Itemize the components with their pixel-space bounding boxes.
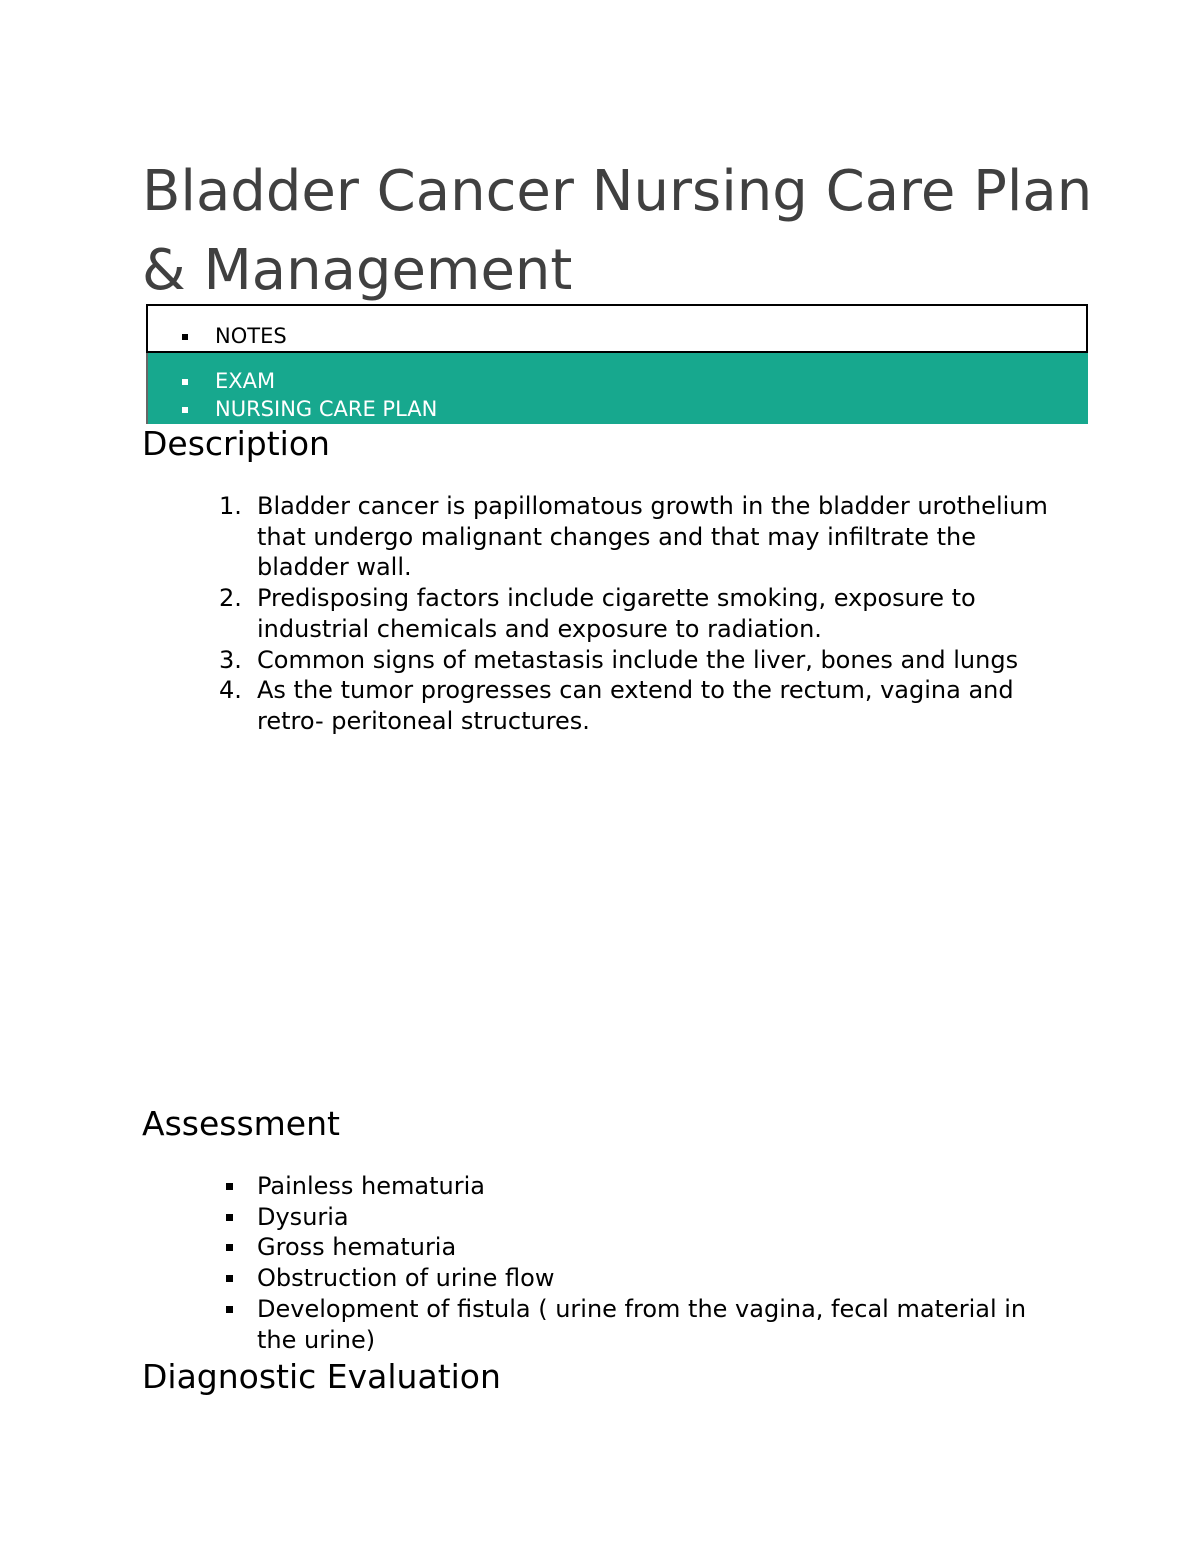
list-item-text: Predisposing factors include cigarette smoking, exposure to industrial chemicals and exposure to radiation. — [257, 584, 976, 643]
assessment-list — [257, 1171, 1037, 1355]
nav-list-primary — [178, 322, 287, 350]
nav-highlight-row — [146, 353, 1088, 424]
nav-notes-row — [146, 304, 1088, 353]
description-heading: Description — [142, 424, 330, 463]
list-item: Gross hematuria — [257, 1232, 1037, 1263]
list-number: 4. — [219, 676, 242, 705]
list-item — [219, 583, 1057, 644]
description-list — [219, 491, 1057, 737]
list-item: Painless hematuria — [257, 1171, 1037, 1202]
page-title: Bladder Cancer Nursing Care Plan & Management — [142, 159, 1093, 303]
list-number: 2. — [219, 584, 242, 613]
list-number: 1. — [219, 492, 242, 520]
list-item: Development of fistula ( urine from the vagina, fecal material in the urine) — [257, 1294, 1037, 1355]
navigation-menu — [146, 304, 1088, 424]
nav-item-nursing-care-plan[interactable]: NURSING CARE PLAN — [178, 395, 437, 423]
list-number: 3. — [219, 645, 242, 674]
list-item: Dysuria — [257, 1202, 1037, 1233]
assessment-heading: Assessment — [142, 1104, 340, 1143]
list-item — [219, 645, 1057, 676]
list-item — [219, 491, 1057, 583]
list-item-text: Bladder cancer is papillomatous growth in the bladder urothelium that undergo malignant changes and that may infiltrate the bladder wall. — [257, 492, 1048, 582]
nav-item-notes[interactable]: NOTES — [178, 322, 287, 350]
diagnostic-evaluation-heading: Diagnostic Evaluation — [142, 1357, 501, 1396]
nav-list-secondary — [178, 367, 437, 423]
list-item — [219, 675, 1057, 736]
list-item-text: Common signs of metastasis include the liver, bones and lungs — [257, 645, 1019, 674]
list-item: Obstruction of urine flow — [257, 1263, 1037, 1294]
nav-item-exam[interactable]: EXAM — [178, 367, 437, 395]
list-item-text: As the tumor progresses can extend to the rectum, vagina and retro- peritoneal structures. — [257, 676, 1014, 735]
